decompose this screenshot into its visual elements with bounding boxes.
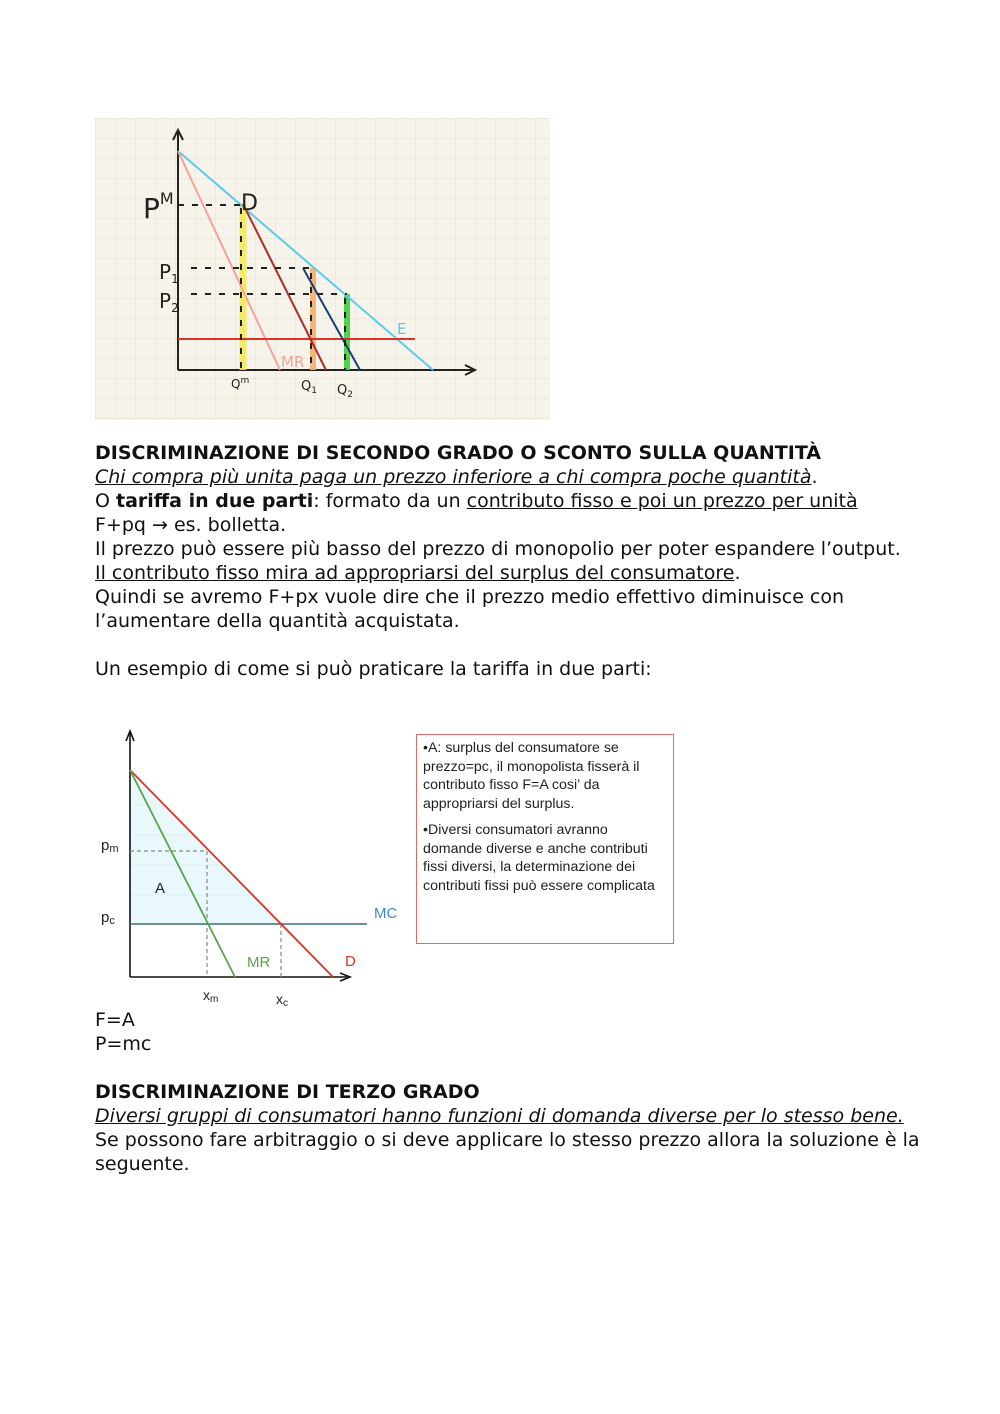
formula-p: P=mc [95, 1033, 152, 1055]
callout-bullet-1: •A: surplus del consumatore se prezzo=pc, il monopolista fisserà il contributo fisso F=A cosi’ da appropriarsi del surplus. [423, 740, 640, 812]
section-third-degree [95, 1008, 925, 1176]
section-heading-second-degree: DISCRIMINAZIONE DI SECONDO GRADO O SCONTO SULLA QUANTITÀ [95, 442, 822, 464]
paragraph-line-3: F+pq → es. bolletta. [95, 514, 287, 536]
line1-underlined-text: Chi compra più unita paga un prezzo inferiore a chi compra poche quantità [95, 466, 812, 488]
pc-label: pc [101, 909, 115, 927]
line5-end: . [734, 562, 741, 584]
p1-label: $P_1$ [159, 260, 179, 286]
section-heading-third-degree: DISCRIMINAZIONE DI TERZO GRADO [95, 1081, 480, 1103]
formula-f: F=A [95, 1009, 135, 1031]
d-point-label: D [241, 191, 258, 216]
e-label: E [397, 320, 407, 338]
callout-bullet-2: •Diversi consumatori avranno domande diverse e anche contributi fissi diversi, la determinazione dei contributi fissi può essere complicata [423, 822, 655, 894]
qm-label: $Q^m$ [231, 376, 250, 391]
line1-end: . [811, 466, 818, 488]
two-part-tariff-diagram [95, 725, 415, 1010]
paragraph-line-6: Quindi se avremo F+px vuole dire che il prezzo medio effettivo diminuisce con l’aumentare della quantità acquistata. [95, 586, 845, 632]
pm-label: $P^M$ [143, 189, 174, 225]
area-a-label: A [155, 880, 166, 897]
line2-underlined-text: contributo fisso e poi un prezzo per unità [466, 490, 858, 512]
d-label: D [345, 953, 356, 970]
explanation-callout [416, 734, 674, 944]
line2-middle: : formato da un [313, 490, 467, 512]
section-second-degree [95, 441, 925, 681]
xm-label: xm [203, 987, 219, 1005]
section2-rest: Se possono fare arbitraggio o si deve applicare lo stesso prezzo allora la soluzione è la seguente. [95, 1129, 920, 1175]
paragraph-line-4: Il prezzo può essere più basso del prezzo di monopolio per poter espandere l’output. [95, 538, 901, 560]
mr-label: MR [247, 954, 271, 971]
paragraph-line-2 [95, 489, 925, 513]
line2-bold-term: tariffa in due parti [116, 490, 314, 512]
q2-label: $Q_2$ [337, 383, 353, 400]
second-degree-diagram [95, 118, 550, 420]
paragraph-line-1 [95, 465, 925, 489]
paragraph-line-7: Un esempio di come si può praticare la tariffa in due parti: [95, 658, 652, 680]
section2-italic-underlined: Diversi gruppi di consumatori hanno funzioni di domanda diverse per lo stesso bene. [95, 1105, 904, 1127]
mr-label: MR [281, 353, 305, 371]
xc-label: xc [276, 991, 288, 1009]
q1-label: $Q_1$ [301, 379, 317, 396]
mc-label: MC [374, 905, 398, 922]
p2-label: $P_2$ [159, 289, 179, 315]
paragraph-line-5 [95, 561, 925, 585]
line2-prefix: O [95, 490, 116, 512]
line5-underlined-text: Il contributo fisso mira ad appropriarsi del surplus del consumatore [95, 562, 735, 584]
pm-label: pm [101, 837, 119, 855]
section2-paragraph [95, 1104, 925, 1176]
